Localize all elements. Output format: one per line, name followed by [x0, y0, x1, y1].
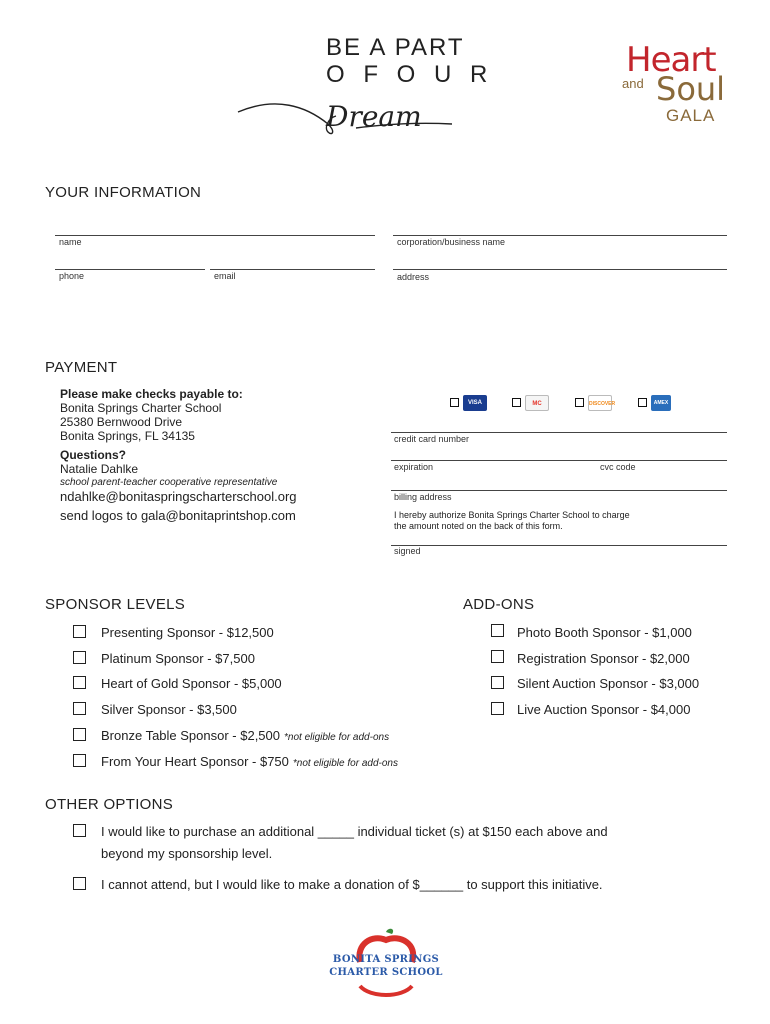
logo-gala-text: GALA	[666, 106, 716, 125]
questions-heading: Questions?	[60, 448, 127, 462]
not-eligible-note: *not eligible for add-ons	[292, 758, 398, 769]
from-your-heart-sponsor-checkbox[interactable]	[73, 754, 86, 767]
hero-title-line2: O F O U R	[326, 61, 494, 88]
your-information-heading: YOUR INFORMATION	[45, 184, 202, 201]
presenting-sponsor-checkbox[interactable]	[73, 625, 86, 638]
school-logo-line2: CHARTER SCHOOL	[329, 967, 443, 978]
logo-heart-text: Heart	[626, 40, 716, 80]
bronze-table-sponsor-checkbox[interactable]	[73, 728, 86, 741]
signed-label: signed	[394, 546, 421, 556]
sponsor-level-item	[101, 754, 398, 769]
hero-title	[326, 34, 493, 88]
visa-checkbox[interactable]	[450, 398, 459, 407]
add-on-label: Photo Booth Sponsor - $1,000	[517, 625, 692, 640]
card-number-label: credit card number	[394, 434, 470, 444]
donation-checkbox[interactable]	[73, 877, 86, 890]
mastercard-checkbox[interactable]	[512, 398, 521, 407]
expiration-label: expiration	[394, 462, 434, 472]
signature-field[interactable]	[391, 545, 727, 557]
address-field[interactable]	[393, 269, 727, 281]
name-label: name	[59, 237, 82, 247]
not-eligible-note: *not eligible for add-ons	[284, 732, 390, 743]
platinum-sponsor-checkbox[interactable]	[73, 651, 86, 664]
sponsor-level-label: Silver Sponsor - $3,500	[101, 702, 237, 717]
sponsor-level-item	[101, 728, 389, 743]
email-label: email	[214, 271, 236, 281]
additional-ticket-text	[101, 821, 608, 865]
photo-booth-checkbox[interactable]	[491, 624, 504, 637]
contact-email: ndahlke@bonitaspringscharterschool.org	[60, 489, 297, 504]
school-name: Bonita Springs Charter School	[60, 401, 222, 415]
donation-text: I cannot attend, but I would like to make a donation of $______ to support this initiative.	[101, 877, 603, 892]
sponsor-level-label: Heart of Gold Sponsor - $5,000	[101, 676, 282, 691]
discover-card-icon: DISCOVER	[588, 395, 612, 411]
billing-address-label: billing address	[394, 492, 452, 502]
school-logo-line1: BONITA SPRINGS	[332, 954, 440, 965]
amex-card-icon: AMEX	[651, 395, 671, 411]
add-on-label: Registration Sponsor - $2,000	[517, 651, 690, 666]
live-auction-checkbox[interactable]	[491, 702, 504, 715]
silent-auction-checkbox[interactable]	[491, 676, 504, 689]
sponsor-level-label: Bronze Table Sponsor - $2,500	[101, 728, 280, 743]
school-logo	[326, 928, 446, 998]
contact-name: Natalie Dahlke	[60, 462, 139, 476]
name-field[interactable]	[55, 235, 375, 247]
sponsor-level-label: Presenting Sponsor - $12,500	[101, 625, 274, 640]
school-street: 25380 Bernwood Drive	[60, 415, 183, 429]
school-city: Bonita Springs, FL 34135	[60, 429, 195, 443]
registration-checkbox[interactable]	[491, 650, 504, 663]
expiration-field[interactable]	[391, 460, 727, 472]
authorization-text: I hereby authorize Bonita Springs Charter School to charge the amount noted on the back of this form.	[394, 510, 630, 531]
hero-title-line1: BE A PART	[326, 34, 465, 61]
logos-note: send logos to gala@bonitaprintshop.com	[60, 508, 296, 523]
cvc-label: cvc code	[600, 462, 636, 472]
visa-card-icon: VISA	[463, 395, 487, 411]
address-label: address	[397, 272, 430, 282]
phone-label: phone	[59, 271, 85, 281]
sponsor-level-label: Platinum Sponsor - $7,500	[101, 651, 255, 666]
logo-and-text: and	[622, 76, 644, 91]
heart-and-soul-gala-logo	[618, 40, 730, 130]
logo-soul-text: Soul	[656, 70, 726, 108]
additional-ticket-checkbox[interactable]	[73, 824, 86, 837]
silver-sponsor-checkbox[interactable]	[73, 702, 86, 715]
corporation-label: corporation/business name	[397, 237, 506, 247]
other-options-heading: OTHER OPTIONS	[45, 796, 174, 813]
ticket-text-line2: beyond my sponsorship level.	[101, 846, 273, 861]
discover-checkbox[interactable]	[575, 398, 584, 407]
add-on-label: Silent Auction Sponsor - $3,000	[517, 676, 700, 691]
sponsor-levels-heading: SPONSOR LEVELS	[45, 596, 186, 613]
heart-of-gold-sponsor-checkbox[interactable]	[73, 676, 86, 689]
checks-heading: Please make checks payable to:	[60, 387, 243, 401]
payment-info-block	[60, 387, 360, 523]
contact-title: school parent-teacher cooperative representative	[60, 477, 278, 488]
sponsor-level-label: From Your Heart Sponsor - $750	[101, 754, 289, 769]
add-ons-heading: ADD-ONS	[463, 596, 535, 613]
mastercard-icon: MC	[525, 395, 549, 411]
add-on-label: Live Auction Sponsor - $4,000	[517, 702, 691, 717]
dream-word: Dream	[326, 100, 422, 133]
ticket-text-line1: I would like to purchase an additional _____ individual ticket (s) at $150 each above and	[101, 824, 608, 839]
payment-heading: PAYMENT	[45, 359, 118, 376]
amex-checkbox[interactable]	[638, 398, 647, 407]
